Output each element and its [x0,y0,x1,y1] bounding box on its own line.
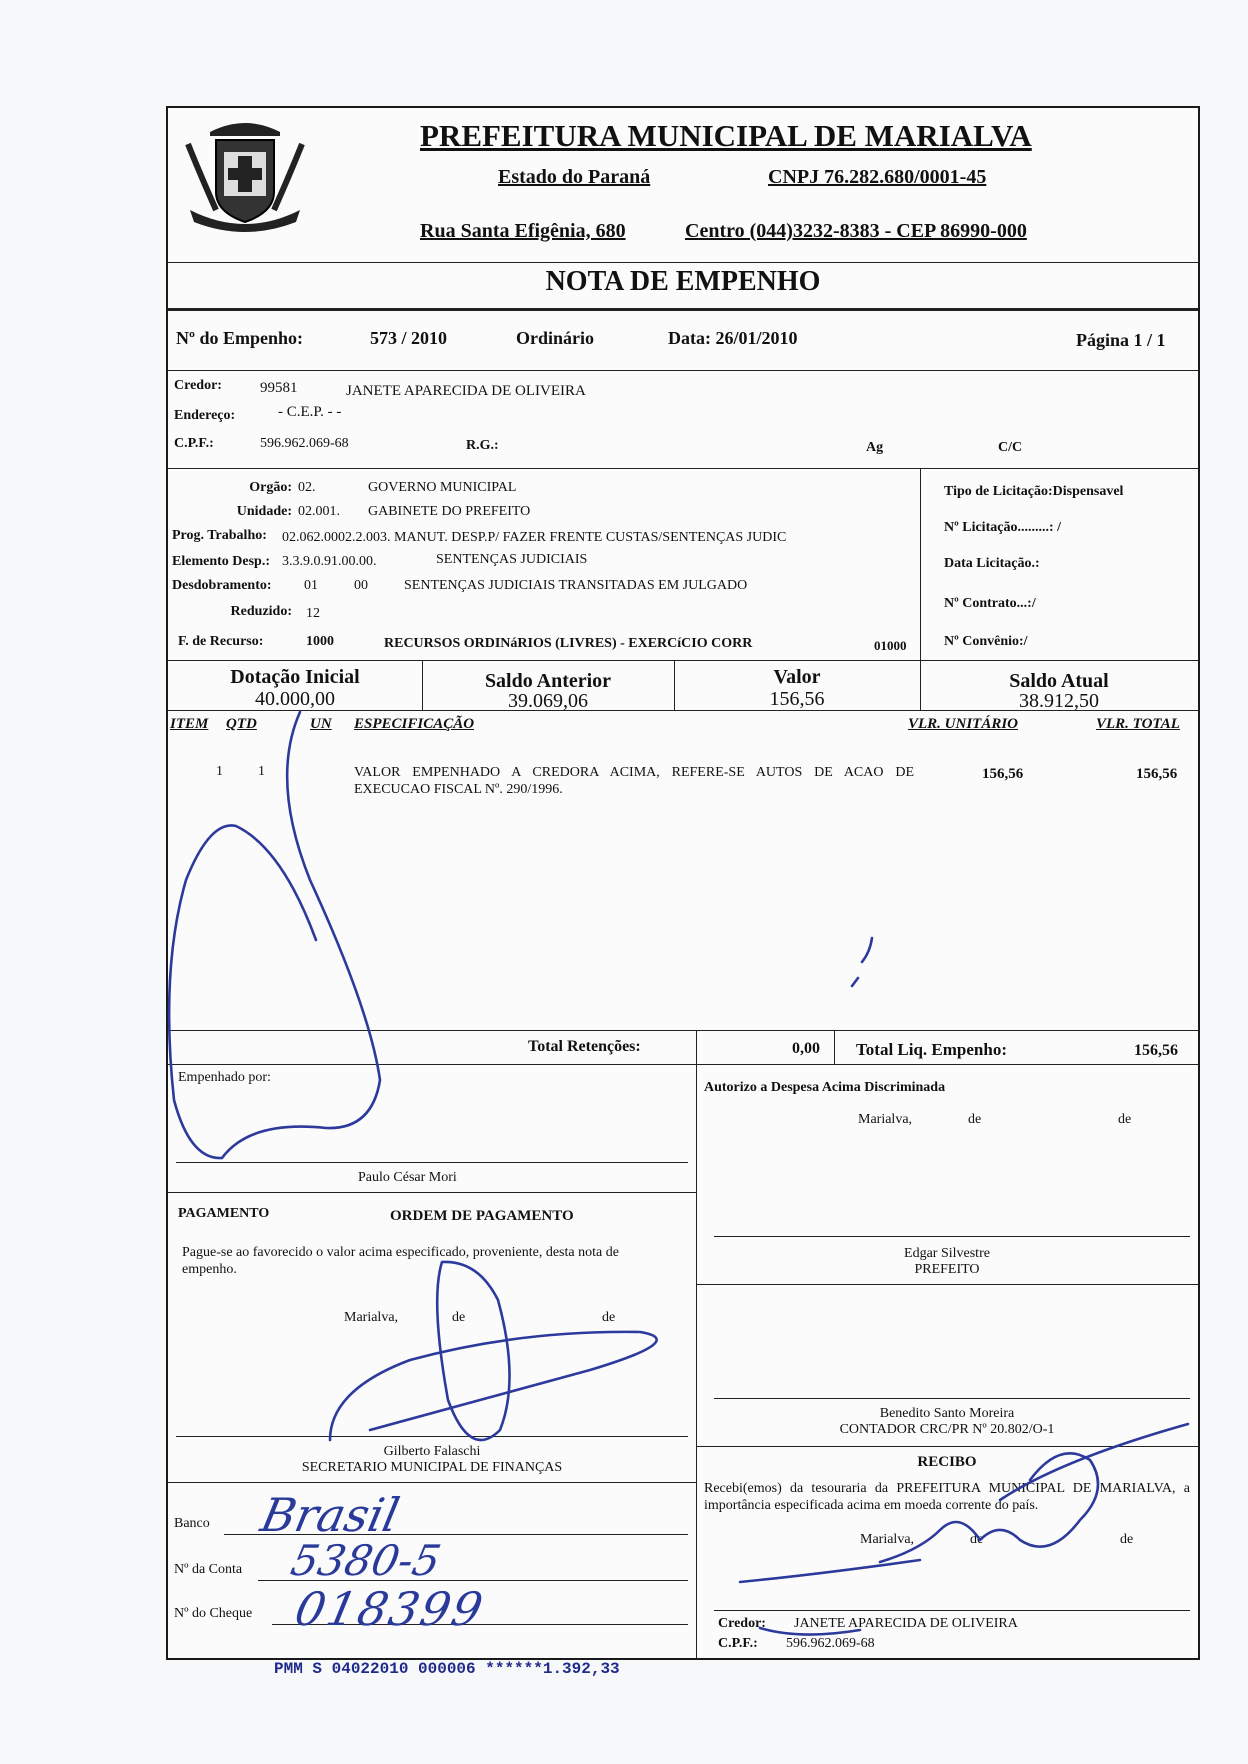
autorizo-label: Autorizo a Despesa Acima Discriminada [704,1080,946,1095]
autorizo-de2: de [1118,1112,1132,1127]
elemento-code: 3.3.9.0.91.00.00. [282,554,377,569]
pagamento-de2: de [602,1310,616,1325]
address-field-value: - C.E.P. - - [278,404,342,420]
unidade-label: Unidade: [236,504,292,519]
elemento-name: SENTENÇAS JUDICIAIS [436,552,588,567]
page-number: Página 1 / 1 [1076,330,1166,350]
recurso-code: 1000 [306,634,334,649]
recibo-de1: de [970,1532,984,1547]
prefeito-role: PREFEITO [914,1262,980,1277]
licitacao-tipo: Tipo de Licitação:Dispensavel [944,484,1124,499]
cc-label: C/C [998,440,1023,455]
valor-value: 156,56 [769,688,825,710]
recurso-name: RECURSOS ORDINáRIOS (LIVRES) - EXERCíCIO CORR [384,636,753,651]
banco-label: Banco [174,1516,210,1531]
dotacao-label: Dotação Inicial [230,666,360,688]
orgao-label: Orgão: [249,480,292,495]
item-column-header: ITEM [170,716,209,732]
banco-handwritten-value: Brasil [256,1488,404,1542]
licitacao-numero: Nº Licitação.........: / [944,520,1061,535]
item-qtd: 1 [258,764,265,779]
item-vlr-unit: 156,56 [982,766,1024,782]
state-label: Estado do Paraná [498,166,651,188]
item-number: 1 [216,764,223,779]
document-title: NOTA DE EMPENHO [545,266,821,297]
un-column-header: UN [310,716,332,732]
autorizo-city: Marialva, [858,1112,913,1127]
licitacao-data: Data Licitação.: [944,556,1040,571]
recibo-cpf-label: C.P.F.: [718,1636,758,1651]
unidade-name: GABINETE DO PREFEITO [368,504,531,519]
address-label: Rua Santa Efigênia, 680 [420,220,626,242]
recibo-de2: de [1120,1532,1134,1547]
empenhado-label: Empenhado por: [178,1070,271,1085]
recibo-credor-name: JANETE APARECIDA DE OLIVEIRA [794,1616,1018,1631]
municipality-title: PREFEITURA MUNICIPAL DE MARIALVA [420,118,1032,153]
desdobramento-name: SENTENÇAS JUDICIAIS TRANSITADAS EM JULGADO [404,578,748,593]
cheque-handwritten-value: 018399 [290,1582,490,1636]
recurso-code2: 01000 [874,638,907,653]
contact-label: Centro (044)3232-8383 - CEP 86990-000 [685,220,1027,242]
prog-value: 02.062.0002.2.003. MANUT. DESP.P/ FAZER FRENTE CUSTAS/SENTENÇAS JUDIC [282,530,787,545]
secretario-role: SECRETARIO MUNICIPAL DE FINANÇAS [301,1460,563,1475]
liquido-label: Total Liq. Empenho: [856,1040,1007,1059]
cnpj-label: CNPJ 76.282.680/0001-45 [768,166,987,188]
conta-label: Nº da Conta [174,1562,243,1577]
conta-handwritten-value: 5380-5 [286,1536,446,1585]
unidade-code: 02.001. [298,504,340,519]
recibo-cpf-value: 596.962.069-68 [786,1636,875,1651]
recibo-city: Marialva, [860,1532,915,1547]
item-vlr-total: 156,56 [1136,766,1178,782]
reduzido-label: Reduzido: [230,604,292,619]
autorizo-de1: de [968,1112,982,1127]
cpf-label: C.P.F.: [174,436,214,451]
contador-role: CONTADOR CRC/PR Nº 20.802/O-1 [839,1422,1055,1437]
ordem-pagamento-label: ORDEM DE PAGAMENTO [390,1208,574,1224]
prog-label: Prog. Trabalho: [172,528,267,543]
contador-name: Benedito Santo Moreira [879,1406,1015,1421]
anterior-value: 39.069,06 [508,690,588,712]
retencoes-value: 0,00 [792,1040,820,1057]
atual-value: 38.912,50 [1019,690,1099,712]
retencoes-label: Total Retenções: [528,1038,641,1055]
recibo-text: Recebi(emos) da tesouraria da PREFEITURA MUNICIPAL DE MARIALVA, a importância especificada acima em moeda corrente do país. [704,1481,1190,1513]
cheque-label: Nº do Cheque [174,1606,253,1621]
desdobramento-label: Desdobramento: [172,578,272,593]
prefeito-name: Edgar Silvestre [904,1246,990,1261]
rg-label: R.G.: [466,438,499,453]
elemento-label: Elemento Desp.: [172,554,270,569]
vlr-unit-column-header: VLR. UNITÁRIO [908,716,1019,732]
atual-label: Saldo Atual [1009,670,1109,692]
desdobramento-code2: 00 [354,578,368,593]
licitacao-convenio: Nº Convênio:/ [944,634,1028,649]
desdobramento-code1: 01 [304,578,318,593]
pagamento-label: PAGAMENTO [178,1206,270,1221]
empenho-date: Data: 26/01/2010 [668,328,798,348]
credor-label: Credor: [174,378,222,393]
espec-column-header: ESPECIFICAÇÃO [354,716,475,732]
credor-code: 99581 [260,380,298,396]
credor-name: JANETE APARECIDA DE OLIVEIRA [346,383,586,399]
dotacao-value: 40.000,00 [255,688,335,710]
orgao-name: GOVERNO MUNICIPAL [368,480,517,495]
address-field-label: Endereço: [174,408,236,423]
nota-de-empenho-form [166,106,1200,1660]
empenho-type: Ordinário [516,328,595,348]
pagamento-de1: de [452,1310,466,1325]
payment-stamp: PMM S 04022010 000006 ******1.392,33 [274,1660,620,1678]
empenhado-name: Paulo César Mori [358,1170,457,1185]
recurso-label: F. de Recurso: [178,634,264,649]
pagamento-text: Pague-se ao favorecido o valor acima especificado, proveniente, desta nota de empenho. [182,1245,619,1277]
secretario-name: Gilberto Falaschi [383,1444,481,1459]
vlr-total-column-header: VLR. TOTAL [1096,716,1180,732]
licitacao-contrato: Nº Contrato...:/ [944,596,1036,611]
reduzido-value: 12 [306,606,320,621]
ag-label: Ag [866,440,884,455]
pagamento-city: Marialva, [344,1310,399,1325]
empenho-number: 573 / 2010 [370,328,448,348]
municipal-crest [180,114,310,238]
recibo-credor-label: Credor: [718,1616,766,1631]
qtd-column-header: QTD [226,716,257,732]
anterior-label: Saldo Anterior [484,670,612,692]
empenho-number-label: Nº do Empenho: [176,328,303,348]
liquido-value: 156,56 [1134,1042,1178,1059]
recibo-label: RECIBO [917,1454,977,1470]
orgao-code: 02. [298,480,316,495]
cpf-value: 596.962.069-68 [260,436,349,451]
valor-label: Valor [773,666,821,688]
item-espec: VALOR EMPENHADO A CREDORA ACIMA, REFERE-SE AUTOS DE ACAO DE EXECUCAO FISCAL Nº. 290/1996. [354,765,914,797]
